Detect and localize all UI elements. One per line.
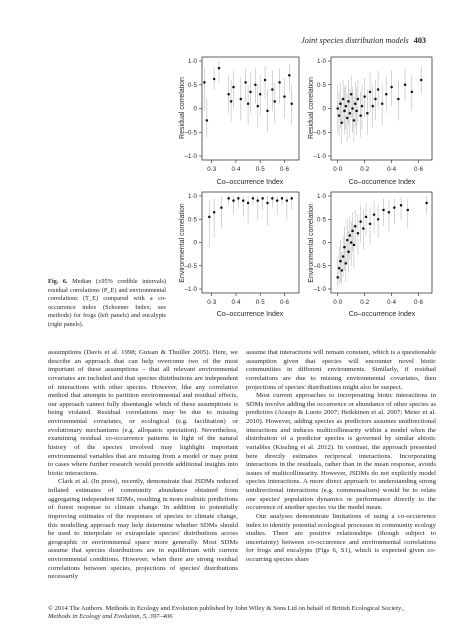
median-point: [264, 79, 267, 82]
median-point: [286, 199, 289, 202]
panel-top-right: [308, 57, 432, 186]
median-point: [232, 199, 235, 202]
running-head-title: Joint species distribution models: [301, 36, 409, 45]
median-point: [257, 105, 260, 108]
paragraph: Our analyses demonstrate limitations of using a co-occurrence index to identify potential ecological processes in community ecology studies. There are positive relationships (though subject to uncertainty) between co-occurrence and environmental correlations for frogs and eucalypts (Figs 6, S1), which is expected given co-occurring species share: [246, 512, 436, 563]
x-ticks: [333, 293, 423, 306]
y-tick-label: –0·5: [313, 262, 326, 270]
x-tick-label: 0·0: [333, 166, 343, 173]
median-point: [359, 220, 362, 223]
median-point: [232, 86, 235, 89]
x-tick-label: 0·4: [387, 299, 397, 306]
page-footer: [48, 605, 430, 622]
x-tick-label: 0·4: [231, 299, 241, 306]
median-point: [249, 91, 252, 94]
x-tick-label: 0·3: [207, 166, 217, 173]
y-tick-label: 0: [193, 105, 197, 113]
median-point: [266, 202, 269, 205]
median-point: [242, 199, 245, 202]
median-point: [351, 107, 354, 110]
median-point: [393, 206, 396, 209]
y-axis-label: Environmental correlation: [308, 203, 315, 283]
median-point: [357, 98, 360, 101]
median-point: [230, 100, 233, 103]
median-point: [362, 227, 365, 230]
median-point: [213, 211, 216, 214]
median-point: [203, 81, 206, 84]
median-point: [347, 251, 350, 254]
body-column-right: [246, 349, 436, 565]
x-ticks: [207, 160, 289, 173]
median-point: [213, 78, 216, 81]
median-point: [369, 223, 372, 226]
median-point: [361, 105, 364, 108]
x-tick-label: 0·5: [255, 166, 265, 173]
median-point: [341, 269, 344, 272]
y-tick-label: 0: [322, 105, 326, 113]
y-tick-label: –1·0: [313, 153, 326, 161]
y-tick-label: 0: [193, 239, 197, 247]
x-tick-label: 0·4: [231, 166, 241, 173]
median-point: [342, 98, 345, 101]
caption-label: Fig. 6.: [48, 278, 68, 285]
median-point: [338, 114, 341, 117]
y-tick-label: –0·5: [184, 262, 197, 270]
y-axis-label: Environmental correlation: [179, 203, 186, 283]
panel-bottom-left: [179, 192, 299, 318]
x-tick-label: 0·3: [207, 299, 217, 306]
median-point: [407, 209, 410, 212]
median-point: [276, 199, 279, 202]
median-point: [388, 211, 391, 214]
panel-bottom-right: [308, 192, 432, 318]
paragraph: assume that interactions will remain constant, which is a questionable assumption given that species will encounter novel biotic communities in different environments. Similarly, if residual correlations are due to missing environmental covariates, then projections of species' distributions might also be suspect.: [246, 349, 436, 391]
median-point: [261, 197, 264, 200]
median-point: [247, 103, 250, 106]
median-point: [346, 117, 349, 120]
x-tick-label: 0·6: [414, 299, 424, 306]
x-tick-label: 0·2: [360, 166, 370, 173]
y-ticks: [314, 58, 331, 160]
paragraph: assumptions (Davis et al. 1998; Guisan & Thuiller 2005). Here, we describe an approach that can help overcome two of the most important of these assumptions – that all relevant environmental covariates are included and that species distributions are independent of interactions with other species. However, like any correlative method that attempts to partition environmental and residual effects, our approach cannot fully disentangle which of these assumptions is being violated. Residual correlations may be due to missing environmental covariates, or ecological (e.g. facilitation) or evolutionary mechanisms (e.g. allopatric speciation). Nevertheless, examining residual co-occurrence patterns in light of the natural history of the species involved may highlight important environmental variables that are missing from a model or may point to cases where further research would provide additional insights into biotic interactions.: [48, 349, 238, 477]
median-point: [359, 114, 362, 117]
median-point: [259, 93, 262, 96]
median-point: [350, 241, 353, 244]
caption-text: Median (±95% credible intervals) residual correlations (P_E) and environmental correlations (T_E) compared with a co-occurrence index (Schoener Index; see methods) for frogs (left panels) and eucalypts (right panels).: [48, 278, 166, 328]
x-axis-label: Co–occurrence Index: [348, 311, 416, 318]
median-point: [420, 79, 423, 82]
y-axis-label: Residual correlation: [179, 77, 186, 139]
median-point: [373, 213, 376, 216]
median-point: [425, 202, 428, 205]
median-point: [345, 105, 348, 108]
median-point: [377, 88, 380, 91]
panel-top-left: [179, 57, 299, 186]
data-marks: [203, 61, 293, 137]
median-point: [271, 88, 274, 91]
paragraph: Clark et al. (In press), recently, demonstrate that JSDMs reduced inflated estimates of community abundance obtained from aggregating independent SDMs, resulting in more realistic predictions of forest response to climate change. In addition to potentially improving estimates of the responses of species to climate change, this modelling approach may help determine whether SDMs should be used to interpolate or extrapolate species' distributions across geographic or environmental space more generally. Most SDMs assume that species distributions are in equilibrium with current environmental conditions. However, when there are strong residual correlations between species, projections of species' distributions necessarily: [48, 478, 238, 581]
median-point: [345, 262, 348, 265]
median-point: [283, 95, 286, 98]
plot-frame: [331, 192, 432, 293]
median-point: [339, 260, 342, 263]
median-point: [411, 91, 414, 94]
median-point: [355, 110, 358, 113]
y-tick-label: –0·5: [313, 129, 326, 137]
y-tick-label: –0·5: [184, 129, 197, 137]
median-point: [278, 81, 281, 84]
median-point: [382, 209, 385, 212]
y-axis-label: Residual correlation: [308, 77, 315, 139]
median-point: [354, 225, 357, 228]
median-point: [343, 246, 346, 249]
median-point: [366, 112, 369, 115]
y-tick-label: 0·5: [317, 81, 326, 89]
median-point: [339, 103, 342, 106]
median-point: [397, 98, 400, 101]
y-tick-label: –1·0: [184, 286, 197, 294]
median-point: [244, 81, 247, 84]
x-axis-label: Co–occurrence Index: [348, 179, 416, 186]
body-column-left: [48, 349, 238, 582]
median-point: [343, 110, 346, 113]
plot-frame: [331, 57, 432, 160]
x-tick-label: 0·6: [414, 166, 424, 173]
median-point: [404, 84, 407, 87]
median-point: [363, 95, 366, 98]
median-point: [290, 103, 293, 106]
x-ticks: [333, 160, 423, 173]
y-tick-label: –1·0: [184, 153, 197, 161]
figure-caption: [48, 278, 166, 329]
median-point: [240, 98, 243, 101]
median-point: [341, 122, 344, 125]
median-point: [349, 234, 352, 237]
median-point: [353, 244, 356, 247]
median-point: [381, 103, 384, 106]
y-tick-label: 0·5: [317, 216, 326, 224]
y-ticks: [314, 193, 331, 293]
median-point: [290, 197, 293, 200]
y-tick-label: 1·0: [188, 58, 197, 66]
y-tick-label: 0: [322, 239, 326, 247]
median-point: [351, 230, 354, 233]
data-marks: [336, 196, 427, 287]
x-tick-label: 0·5: [255, 299, 265, 306]
median-point: [237, 197, 240, 200]
median-point: [385, 93, 388, 96]
x-axis-label: Co–occurrence Index: [216, 179, 284, 186]
median-point: [353, 119, 356, 122]
x-tick-label: 0·4: [387, 166, 397, 173]
median-point: [390, 86, 393, 89]
plot-frame: [202, 192, 299, 293]
median-point: [257, 199, 260, 202]
median-point: [247, 202, 250, 205]
median-point: [400, 204, 403, 207]
data-marks: [336, 66, 422, 144]
y-tick-label: 1·0: [317, 193, 326, 201]
median-point: [281, 197, 284, 200]
data-marks: [208, 196, 293, 247]
median-point: [347, 100, 350, 103]
median-point: [371, 105, 374, 108]
median-point: [288, 74, 291, 77]
paragraph: Most current approaches to incorporating biotic interactions in SDMs involve adding the occurrence or abundance of other species as predictors (Araujo & Luoto 2007; Heikkinen et al. 2007; Meier et al. 2010). However, adding species as predictors assumes unidirectional interactions and induces multicollinearity within a model when the distribution of a predictor species is governed by similar abiotic variables (Kissling et al. 2012). In contrast, the approach presented here directly estimates reciprocal interactions. Incorporating interactions in the residuals, rather than in the mean response, avoids issues of multicollinearity. However, JSDMs do not explicitly model species interactions. A more direct approach to understanding strong unidirectional interactions (e.g. commensalism) would be to relate one species' population dynamics or performance directly to the occurrence of another species via the model mean.: [246, 392, 436, 512]
x-tick-label: 0·2: [360, 299, 370, 306]
median-point: [350, 93, 353, 96]
median-point: [342, 255, 345, 258]
median-point: [220, 206, 223, 209]
median-point: [218, 67, 221, 70]
median-point: [266, 110, 269, 113]
median-point: [354, 103, 357, 106]
median-point: [349, 112, 352, 115]
median-point: [346, 239, 349, 242]
median-point: [254, 84, 257, 87]
y-tick-label: 0·5: [188, 81, 197, 89]
median-point: [252, 197, 255, 200]
median-point: [338, 267, 341, 270]
median-point: [336, 276, 339, 279]
y-ticks: [185, 58, 202, 160]
y-tick-label: 1·0: [188, 193, 197, 201]
y-tick-label: 1·0: [317, 58, 326, 66]
copyright-line: © 2014 The Authors. Methods in Ecology and Evolution published by John Wiley & Sons Ltd on behalf of British Ecological Society.,: [48, 605, 405, 612]
citation-line: Methods in Ecology and Evolution, 5, 397–406: [48, 613, 173, 621]
median-point: [369, 91, 372, 94]
y-tick-label: 0·5: [188, 216, 197, 224]
median-point: [365, 216, 368, 219]
y-tick-label: –1·0: [313, 286, 326, 294]
median-point: [227, 93, 230, 96]
x-tick-label: 0·0: [333, 299, 343, 306]
median-point: [271, 197, 274, 200]
x-tick-label: 0·6: [279, 166, 289, 173]
y-ticks: [185, 193, 202, 293]
x-axis-label: Co–occurrence Index: [216, 311, 284, 318]
median-point: [357, 232, 360, 235]
median-point: [274, 100, 277, 103]
median-point: [208, 216, 211, 219]
median-point: [377, 218, 380, 221]
median-point: [206, 119, 209, 122]
x-ticks: [207, 293, 289, 306]
median-point: [336, 107, 339, 110]
median-point: [227, 197, 230, 200]
median-point: [374, 98, 377, 101]
page-number: 403: [413, 36, 426, 45]
x-tick-label: 0·6: [279, 299, 289, 306]
